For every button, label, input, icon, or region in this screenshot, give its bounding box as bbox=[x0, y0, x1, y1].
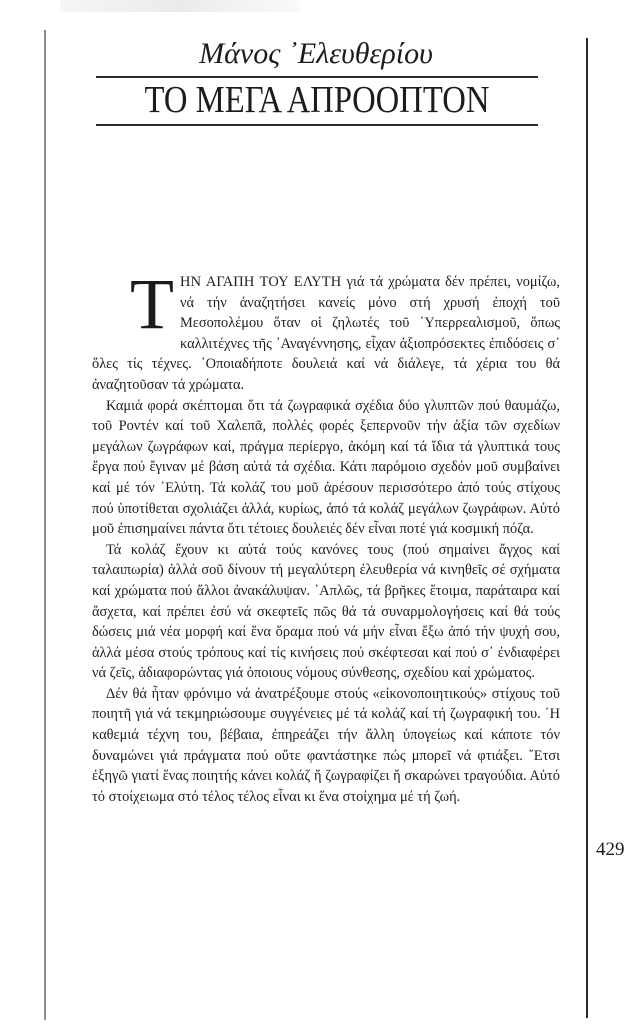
paragraph: Δέν θά ἦταν φρόνιμο νά ἀνατρέξουμε στούς «εἰκονοποιητικούς» στίχους τοῦ ποιητῆ γιά νά τεκμηριώσουμε συγγένειες μέ τά κολάζ καί τή ζωγραφική του. ῾Η καθεμιά τέχνη του, βέβαια, ἐπηρεάζει τήν ἄλλη ὑπογείως καί κάποτε τόν δυναμώνει γιά πράγματα πού οὔτε φαντάστηκε πώς μπορεῖ νά φτιάξει. ῎Ετσι ἐξηγῶ γιατί ἕνας ποιητής κάνει κολάζ ἤ ζωγραφίζει ἤ σκαρώνει τραγούδια. Αὐτό τό στοίχειωμα στό τέλος τέλος εἶναι κι ἕνα στοίχημα μέ τή ζωή. bbox=[92, 685, 560, 805]
paragraph bbox=[92, 264, 560, 396]
margin-rule bbox=[586, 38, 588, 1018]
page-title: ΤΟ ΜΕΓΑ ΑΠΡΟΟΠΤΟΝ bbox=[144, 79, 490, 121]
paragraph-text: γιά τά χρώματα δέν πρέπει, νομίζω, νά τήν ἀναζητήσει κανείς μόνο στή χρυσή ἐποχή τοῦ Μεσοπολέμου ὅταν οἱ ζηλωτές τοῦ ῾Υπερρεαλισμοῦ, ὅπως καλλιτέχνες τῆς ᾿Αναγέννησης, εἶχαν ἀξιοπρόσεκτες ἐπιδόσεις σ᾿ ὅλες τίς τέχνες. ῾Οποιαδήποτε δουλειά καί νά διάλεγε, τά χέρια του θά ἀναζητοῦσαν τά χρώματα. bbox=[92, 274, 560, 393]
article-body bbox=[92, 264, 560, 807]
drop-cap: Τ bbox=[130, 264, 174, 344]
paragraph: Καμιά φορά σκέπτομαι ὅτι τά ζωγραφικά σχέδια δύο γλυπτῶν πού θαυμάζω, τοῦ Ροντέν καί τοῦ Χαλεπᾶ, πολλές φορές ξεπερνοῦν τήν ἀξία τῶν σχεδίων μεγάλων ζωγράφων καί, πράγμα περίεργο, ἀκόμη καί τά ἴδια τά γλυπτικά τους ἔργα πού ἔγιναν μέ βάση αὐτά τά σχέδια. Κάτι παρόμοιο σχεδόν μοῦ συμβαίνει καί μέ τόν ᾿Ελύτη. Τά κολάζ του μοῦ ἀρέσουν περισσότερο ἀπό τούς στίχους πού ὑποτίθεται σχολιάζει ἀλλά, κυρίως, ἀπό τά κολάζ μεγάλων ζωγράφων. Αὐτό μοῦ ἐπισημαίνει πάντα ὅτι τέτοιες δουλειές δέν εἶναι ποτέ γιά κοσμική πόζα. bbox=[92, 397, 560, 538]
page-left-edge bbox=[44, 30, 46, 1020]
title-rule-bottom bbox=[96, 124, 538, 126]
author-name: Μάνος ᾿Ελευθερίου bbox=[199, 37, 433, 70]
scan-smudge bbox=[60, 0, 300, 12]
paragraph: Τά κολάζ ἔχουν κι αὐτά τούς κανόνες τους (πού σημαίνει ἄγχος καί ταλαιπωρία) ἀλλά σοῦ δίνουν τή μεγαλύτερη ἐλευθερία νά κινηθεῖς σέ σχήματα καί χρώματα πού ἄλλοι ἀνακάλυψαν. ῾Απλῶς, τά βρῆκες ἕτοιμα, παράταιρα καί ἄσχετα, καί πρέπει ἐσύ νά σκεφτεῖς πῶς θά τά συναρμολογήσεις καί θά τούς δώσεις μιά νέα μορφή καί ἕνα ὅραμα πού νά μήν εἶναι ἔξω ἀπό τήν ψυχή σου, ἀλλά μέσα στούς τρόπους καί τίς κινήσεις πού σκέφτεσαι καί πού σ᾿ ἐνδιαφέρει νά ζεῖς, ἀδιαφορώντας γιά ὁποιους νόμους σύνθεσης, σχεδίου καί χρώματος. bbox=[92, 541, 560, 682]
lead-caps: ΗΝ ΑΓΑΠΗ ΤΟΥ ΕΛΥΤΗ bbox=[179, 274, 342, 290]
page-number: 429 bbox=[596, 839, 625, 860]
